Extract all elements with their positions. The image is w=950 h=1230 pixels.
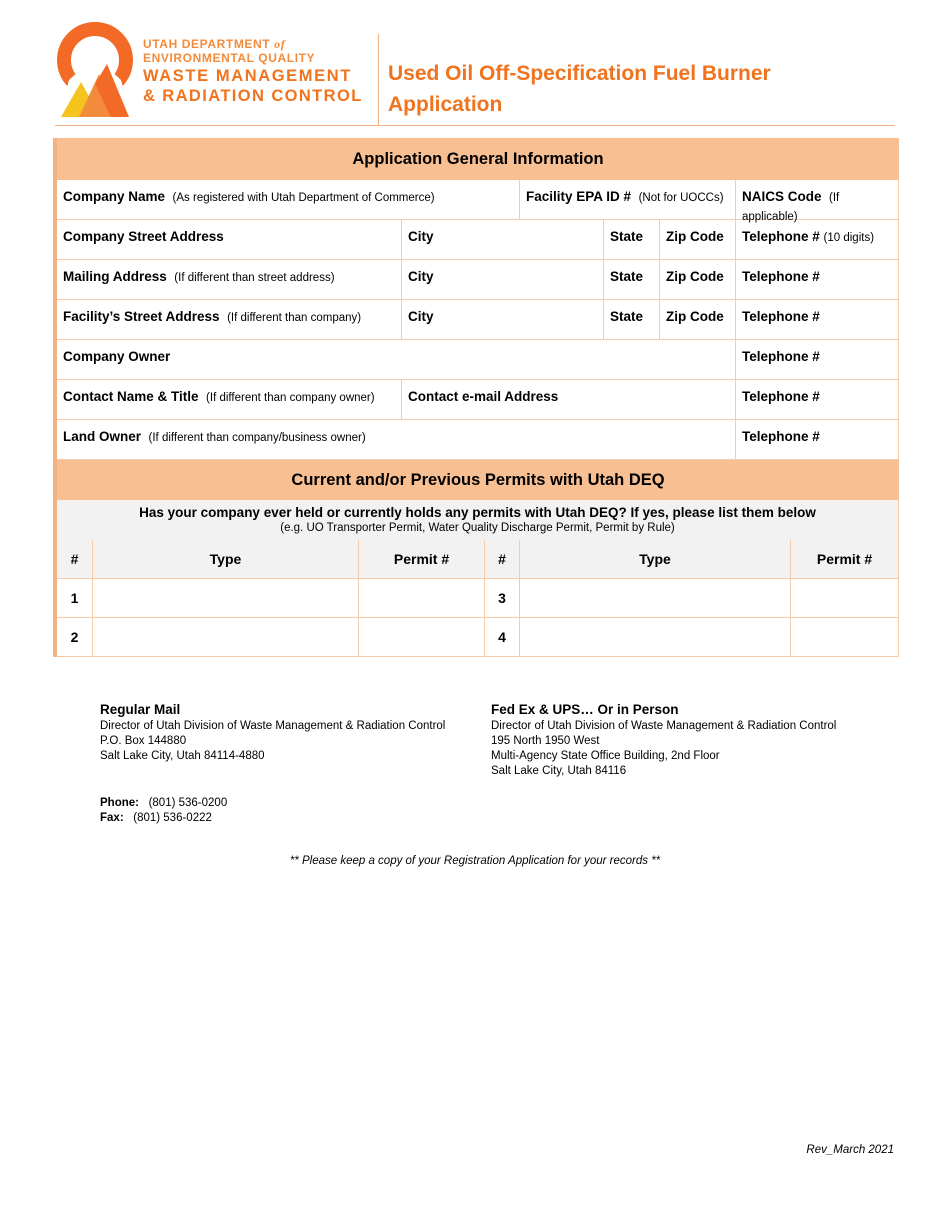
mailing-zip-field[interactable]: Zip Code <box>659 260 735 299</box>
city-field[interactable]: City <box>401 220 603 259</box>
permit-number-input[interactable] <box>790 618 899 656</box>
contact-numbers: Phone: (801) 536-0200 Fax: (801) 536-0222 <box>100 797 228 824</box>
permit-type-input[interactable] <box>519 579 790 617</box>
row-facility-address <box>57 300 899 340</box>
naics-code-field[interactable]: NAICS Code (If applicable) <box>735 180 899 219</box>
permit-number-input[interactable] <box>358 579 484 617</box>
col-header-type-right: Type <box>519 540 790 578</box>
owner-telephone-field[interactable]: Telephone # <box>735 340 899 379</box>
utah-deq-logo <box>55 20 135 120</box>
table-row <box>57 618 899 657</box>
row-number: 4 <box>484 618 519 656</box>
row-number: 2 <box>70 629 79 645</box>
table-row <box>57 579 899 618</box>
permit-type-input[interactable] <box>519 618 790 656</box>
row-company-name <box>57 180 899 223</box>
row-number: 3 <box>484 579 519 617</box>
zip-field[interactable]: Zip Code <box>659 220 735 259</box>
revision-label: Rev_March 2021 <box>806 1144 894 1156</box>
courier-address: Fed Ex & UPS… Or in Person Director of Utah Division of Waste Management & Radiation Control 195 North 1950 West Multi-Agency State Office Building, 2nd Floor Salt Lake City, Utah 84116 <box>491 702 837 777</box>
row-company-owner <box>57 340 899 380</box>
section-heading-permits: Current and/or Previous Permits with Utah DEQ <box>57 460 899 500</box>
application-form <box>53 138 899 657</box>
row-company-street <box>57 220 899 260</box>
row-number: 1 <box>70 590 79 606</box>
land-owner-telephone-field[interactable]: Telephone # <box>735 420 899 459</box>
facility-telephone-field[interactable]: Telephone # <box>735 300 899 339</box>
section-heading-general: Application General Information <box>57 138 899 180</box>
mailing-state-field[interactable]: State <box>603 260 659 299</box>
page-header <box>55 20 895 126</box>
contact-telephone-field[interactable]: Telephone # <box>735 380 899 419</box>
mailing-telephone-field[interactable]: Telephone # <box>735 260 899 299</box>
contact-name-title-field[interactable]: Contact Name & Title (If different than company owner) <box>63 389 375 404</box>
col-header-num-left: # <box>70 551 79 567</box>
epa-id-field[interactable]: Facility EPA ID # (Not for UOCCs) <box>519 180 735 219</box>
permit-type-input[interactable] <box>92 579 358 617</box>
contact-email-field[interactable]: Contact e-mail Address <box>401 380 735 419</box>
row-mailing-address <box>57 260 899 300</box>
permit-number-input[interactable] <box>790 579 899 617</box>
page-title: Used Oil Off-Specification Fuel Burner Application <box>388 62 771 116</box>
company-name-field[interactable]: Company Name (As registered with Utah Department of Commerce) <box>63 189 435 204</box>
regular-mail-address: Regular Mail Director of Utah Division of Waste Management & Radiation Control P.O. Box 144880 Salt Lake City, Utah 84114-4880 <box>100 702 446 762</box>
facility-street-field[interactable]: Facility’s Street Address (If different than company) <box>63 309 362 324</box>
col-header-permit-right: Permit # <box>790 540 899 578</box>
permits-question: Has your company ever held or currently holds any permits with Utah DEQ? If yes, please list them below (e.g. UO Transporter Permit, Water Quality Discharge Permit, Permit by Rule) <box>57 500 899 540</box>
col-header-type-left: Type <box>92 540 358 578</box>
permit-type-input[interactable] <box>92 618 358 656</box>
company-street-field[interactable]: Company Street Address <box>63 229 224 244</box>
col-header-permit-left: Permit # <box>358 540 484 578</box>
keep-copy-note: ** Please keep a copy of your Registration Application for your records ** <box>289 855 661 867</box>
telephone-field[interactable]: Telephone # (10 digits) <box>735 220 899 259</box>
mailing-city-field[interactable]: City <box>401 260 603 299</box>
mailing-address-field[interactable]: Mailing Address (If different than street address) <box>63 269 335 284</box>
phone-number: (801) 536-0200 <box>148 797 228 809</box>
state-field[interactable]: State <box>603 220 659 259</box>
facility-state-field[interactable]: State <box>603 300 659 339</box>
facility-zip-field[interactable]: Zip Code <box>659 300 735 339</box>
company-owner-field[interactable]: Company Owner <box>63 349 171 364</box>
land-owner-field[interactable]: Land Owner (If different than company/business owner) <box>63 429 366 444</box>
row-contact <box>57 380 899 420</box>
header-divider <box>378 34 379 126</box>
col-header-num-right: # <box>484 540 519 578</box>
agency-name: UTAH DEPARTMENT of ENVIRONMENTAL QUALITY WASTE MANAGEMENT & RADIATION CONTROL <box>143 37 363 105</box>
row-land-owner <box>57 420 899 460</box>
permits-table-header <box>57 540 899 579</box>
fax-number: (801) 536-0222 <box>133 812 212 824</box>
facility-city-field[interactable]: City <box>401 300 603 339</box>
permit-number-input[interactable] <box>358 618 484 656</box>
